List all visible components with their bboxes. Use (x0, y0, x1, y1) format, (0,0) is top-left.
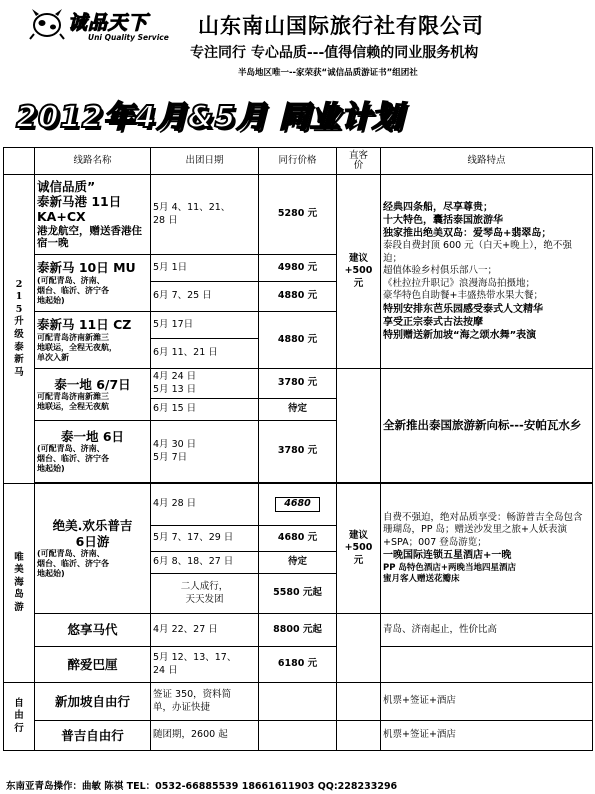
features-bali (381, 647, 593, 683)
date-cell: 5月 12、13、17、 24 日 (151, 647, 259, 683)
header (0, 0, 595, 92)
date-cell: 6月 11、21 日 (151, 339, 259, 369)
table-row (4, 614, 593, 647)
route-cell (35, 312, 151, 369)
route-subtitle: 可配青岛济南新潍三 地联运，全程无夜航 (37, 392, 109, 412)
date-cell: 5月 4、11、21、 28 日 (151, 175, 259, 255)
cow-mascot-icon (28, 6, 66, 40)
direct-price-blank-2 (337, 614, 381, 683)
route-title: 悠享马代 (67, 622, 118, 638)
feature-line: 《杜拉拉升职记》浪漫海岛拍摄地； (383, 277, 536, 289)
date-cell: 5月 17日 (151, 312, 259, 339)
table-row (4, 647, 593, 683)
price-cell: 3780 元 (259, 369, 337, 399)
date-cell: 二人成行， 天天发团 (151, 574, 259, 614)
feature-line: 泰段自费封顶 600 元（白天+晚上），绝不强迫； (383, 240, 572, 264)
price-cell: 6180 元 (259, 647, 337, 683)
route-title: 新加坡自由行 (54, 693, 130, 709)
route-subtitle: 可配青岛济南新潍三 地联运，全程无夜航， 单次入新 (37, 332, 117, 362)
feature-line: 特别赠送新加坡“海之颂水舞”表演 (383, 330, 537, 342)
header-direct: 直客 价 (337, 148, 381, 175)
slogan: 专注同行 专心品质---值得信赖的同业服务机构 (190, 45, 479, 61)
table-row (4, 683, 593, 721)
route-subtitle: (可配青岛、济南、 烟台、临沂、济宁各 地起始) (37, 444, 109, 474)
contact-footer: 东南亚青岛操作：曲敏 陈祺 TEL：0532-66885539 18661611903 QQ:228233296 (6, 781, 398, 792)
features-phuket-free: 机票+签证+酒店 (381, 721, 593, 751)
feature-line: PP 岛特色酒店+两晚当地四星酒店 (383, 562, 517, 573)
price-cell: 待定 (259, 399, 337, 421)
route-cell (35, 721, 151, 751)
route-title: 泰一地 6/7日 (54, 376, 131, 392)
route-subtitle: (可配青岛、济南、 烟台、临沂、济宁各 地起始) (37, 275, 109, 305)
highlight-price: 4680 (275, 497, 319, 512)
direct-price-cell (337, 683, 381, 721)
direct-price-cell (337, 721, 381, 751)
route-title: 醉爱巴厘 (67, 656, 118, 672)
feature-line: 经典四条船，尽享尊贵； (383, 201, 493, 213)
table-row (4, 484, 593, 526)
feature-line: 豪华特色自助餐+丰盛热带水果大餐； (383, 290, 543, 302)
features-beauty (381, 484, 593, 614)
category-free: 自 由 行 (4, 683, 35, 751)
date-cell: 签证 350，资料简 单，办证快捷 (151, 683, 259, 721)
route-subtitle: (可配青岛、济南、 烟台、临沂、济宁各 地起始) (37, 548, 109, 578)
route-subtitle: 港龙航空，赠送香港住宿一晚 (37, 224, 142, 250)
date-cell: 6月 15 日 (151, 399, 259, 421)
category-beauty: 唯 美 海 岛 游 (4, 484, 35, 683)
tour-plan-table (3, 147, 593, 751)
header-route: 线路名称 (35, 148, 151, 175)
feature-line: 十大特色，囊括泰国旅游华 (383, 214, 503, 226)
feature-line: 蜜月客人赠送花瓣床 (383, 573, 460, 584)
route-title: 泰一地 6日 (60, 428, 125, 444)
features-thai-2 (381, 369, 593, 483)
logo-english-text: Uni Quality Service (88, 33, 169, 42)
direct-price-beauty: 建议 +500 元 (337, 484, 381, 614)
route-title: 绝美.欢乐普吉 6日游 (52, 518, 133, 549)
feature-line: 一晚国际连锁五星酒店+一晚 (383, 550, 512, 562)
price-cell: 8800 元起 (259, 614, 337, 647)
route-title: 普吉自由行 (61, 727, 124, 743)
date-cell: 5月 1日 (151, 255, 259, 282)
price-cell: 5580 元起 (259, 574, 337, 614)
price-cell (259, 484, 337, 526)
price-cell: 4880 元 (259, 312, 337, 369)
direct-price-thai: 建议 +500 元 (337, 175, 381, 369)
price-cell: 5280 元 (259, 175, 337, 255)
feature-line: 享受正宗泰式古法按摩 (383, 317, 483, 329)
date-cell: 4月 28 日 (151, 484, 259, 526)
plan-banner (8, 92, 588, 138)
date-cell: 随团期，2600 起 (151, 721, 259, 751)
price-cell: 待定 (259, 552, 337, 574)
table-header-row (4, 148, 593, 175)
price-cell: 4680 元 (259, 526, 337, 552)
feature-line: 超值体验乡村俱乐部八一； (383, 265, 498, 277)
header-date: 出团日期 (151, 148, 259, 175)
features-singapore-free: 机票+签证+酒店 (381, 683, 593, 721)
route-title: 泰新马 10日 MU (37, 260, 136, 276)
price-cell (259, 721, 337, 751)
route-title: 诚信品质” 泰新马港 11日 KA+CX (37, 178, 122, 225)
features-thai (381, 175, 593, 369)
direct-price-blank (337, 369, 381, 483)
price-cell: 3780 元 (259, 421, 337, 483)
route-cell (35, 421, 151, 483)
route-cell (35, 647, 151, 683)
feature-line: 独家推出绝美双岛：爱琴岛+翡翠岛； (383, 227, 552, 239)
route-cell (35, 484, 151, 614)
route-title: 泰新马 11日 CZ (37, 317, 132, 333)
award-line: 半岛地区唯一--家荣获“诚信品质游证书”组团社 (238, 68, 418, 78)
date-cell: 4月 24 日 5月 13 日 (151, 369, 259, 399)
route-cell (35, 369, 151, 421)
route-cell (35, 683, 151, 721)
banner-title: 2012年4月&5月 同业计划 (16, 100, 403, 135)
price-cell: 4880 元 (259, 282, 337, 312)
table-row (4, 369, 593, 399)
logo-chinese-text: 诚品天下 (68, 12, 149, 34)
header-price: 同行价格 (259, 148, 337, 175)
price-cell (259, 683, 337, 721)
header-blank (4, 148, 35, 175)
category-thai: 2 1 5 升 级 泰 新 马 (4, 175, 35, 484)
date-cell: 5月 7、17、29 日 (151, 526, 259, 552)
header-features: 线路特点 (381, 148, 593, 175)
route-cell (35, 255, 151, 312)
company-name: 山东南山国际旅行社有限公司 (198, 13, 484, 38)
table-row (4, 175, 593, 255)
route-cell (35, 175, 151, 255)
feature-line: 全新推出泰国旅游新向标---安帕瓦水乡 (383, 417, 582, 432)
features-maldives: 青岛、济南起止，性价比高 (381, 614, 593, 647)
date-cell: 6月 8、18、27 日 (151, 552, 259, 574)
date-cell: 4月 30 日 5月 7日 (151, 421, 259, 483)
date-cell: 4月 22、27 日 (151, 614, 259, 647)
route-cell (35, 614, 151, 647)
feature-line: 特别安排东芭乐园感受泰式人文精华 (383, 303, 543, 315)
feature-line: 自费不强迫，绝对品质享受：畅游普吉全岛包含珊瑚岛，PP 岛；赠送沙发里之旅+人妖表演+SPA；007 登岛游览； (383, 511, 583, 548)
price-cell: 4980 元 (259, 255, 337, 282)
company-logo (28, 6, 193, 50)
table-row (4, 721, 593, 751)
date-cell: 6月 7、25 日 (151, 282, 259, 312)
